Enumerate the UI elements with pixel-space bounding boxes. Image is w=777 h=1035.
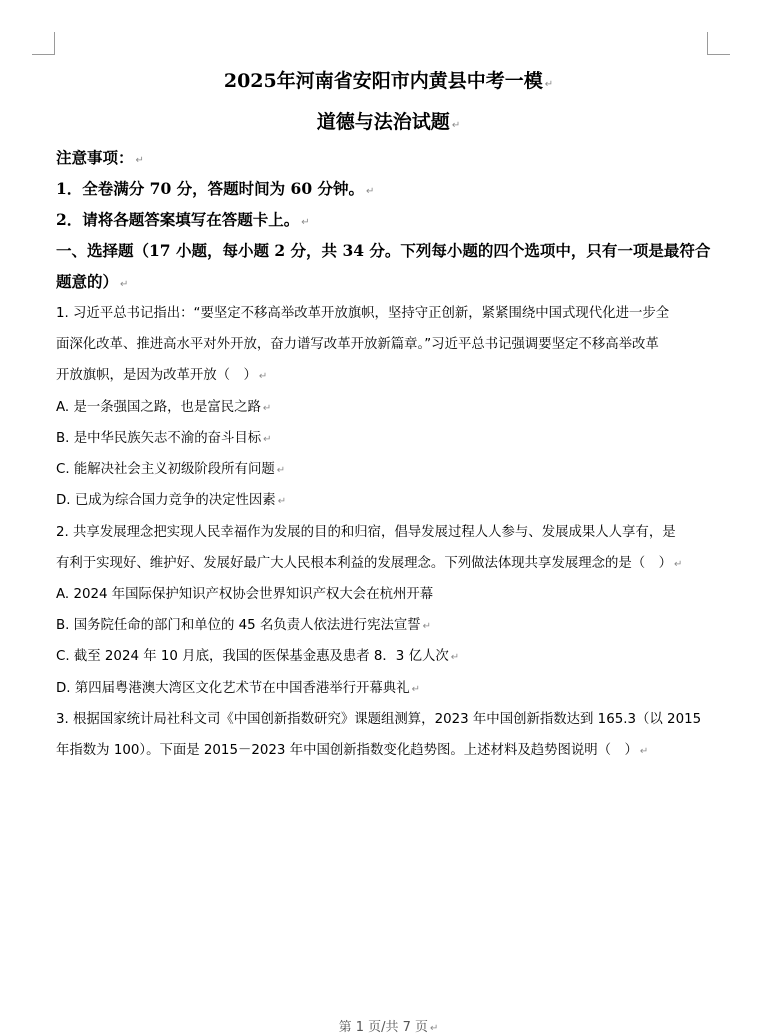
paragraph-mark-icon: ↵ xyxy=(422,621,432,632)
paragraph-mark-icon: ↵ xyxy=(451,120,461,131)
question-1-line-1: 1. 习近平总书记指出：“要坚定不移高举改革开放旗帜，坚持守正创新，紧紧围绕中国式现代化进一步全 xyxy=(56,306,670,321)
paragraph-mark-icon: ↵ xyxy=(301,217,310,228)
paragraph-mark-icon: ↵ xyxy=(120,279,129,290)
paragraph-mark-icon: ↵ xyxy=(430,1023,439,1034)
paragraph-mark-icon: ↵ xyxy=(277,496,287,507)
question-2-option-c: C. 截至 2024 年 10 月底，我国的医保基金惠及患者 8．3 亿人次 ↵ xyxy=(56,649,460,664)
paragraph-mark-icon: ↵ xyxy=(673,559,683,570)
question-1-option-b: B. 是中华民族矢志不渝的奋斗目标 ↵ xyxy=(56,431,272,446)
question-2-option-b: B. 国务院任命的部门和单位的 45 名负责人依法进行宪法宣誓 ↵ xyxy=(56,618,432,633)
question-1-option-d: D. 已成为综合国力竞争的决定性因素 ↵ xyxy=(56,493,287,508)
paragraph-mark-icon: ↵ xyxy=(366,186,375,197)
question-1-line-2: 面深化改革、推进高水平对外开放，奋力谱写改革开放新篇章。”习近平总书记强调要坚定不移高举改革 xyxy=(56,337,659,352)
section-heading-line-1: 一、选择题（17 小题，每小题 2 分，共 34 分。下列每小题的四个选项中，只有一项是最符合 xyxy=(56,241,711,260)
page-footer: 第 1 页/共 7 页 ↵ xyxy=(338,1020,439,1035)
paragraph-mark-icon: ↵ xyxy=(276,465,286,476)
question-1-option-a: A. 是一条强国之路，也是富民之路 ↵ xyxy=(56,400,272,415)
notice-heading: 注意事项： ↵ xyxy=(56,148,144,167)
question-3-line-1: 3. 根据国家统计局社科文司《中国创新指数研究》课题组测算，2023 年中国创新指数达到 165.3（以 2015 xyxy=(56,712,702,727)
paragraph-mark-icon: ↵ xyxy=(544,79,554,90)
question-2-line-1: 2. 共享发展理念把实现人民幸福作为发展的目的和归宿，倡导发展过程人人参与、发展成果人人享有，是 xyxy=(56,525,676,540)
notice-item-1: 1．全卷满分 70 分，答题时间为 60 分钟。 ↵ xyxy=(56,179,375,198)
question-1-option-c: C. 能解决社会主义初级阶段所有问题 ↵ xyxy=(56,462,286,477)
title-line-1: 2025年河南省安阳市内黄县中考一模 ↵ xyxy=(223,70,554,92)
question-2-option-a: A. 2024 年国际保护知识产权协会世界知识产权大会在杭州开幕 xyxy=(56,587,434,602)
question-1-line-3: 开放旗帜，是因为改革开放（ ） ↵ xyxy=(56,368,268,383)
paragraph-mark-icon: ↵ xyxy=(263,434,272,445)
paragraph-mark-icon: ↵ xyxy=(258,371,268,382)
paragraph-mark-icon: ↵ xyxy=(262,403,272,414)
paragraph-mark-icon: ↵ xyxy=(450,652,460,663)
paragraph-mark-icon: ↵ xyxy=(411,684,420,695)
notice-item-2: 2．请将各题答案填写在答题卡上。 ↵ xyxy=(56,210,310,229)
paragraph-mark-icon: ↵ xyxy=(135,155,144,166)
question-2-option-d: D. 第四届粤港澳大湾区文化艺术节在中国香港举行开幕典礼 ↵ xyxy=(56,681,420,696)
question-3-line-2: 年指数为 100）。下面是 2015－2023 年中国创新指数变化趋势图。上述材料及趋势图说明（ ） ↵ xyxy=(56,743,649,758)
crop-mark-top-left xyxy=(32,32,55,55)
paragraph-mark-icon: ↵ xyxy=(639,746,649,757)
title-line-2: 道德与法治试题 ↵ xyxy=(316,111,461,133)
question-2-line-2: 有利于实现好、维护好、发展好最广大人民根本利益的发展理念。下列做法体现共享发展理念的是（ ） ↵ xyxy=(56,556,683,571)
section-heading-line-2: 题意的） ↵ xyxy=(56,272,129,291)
crop-mark-top-right xyxy=(707,32,730,55)
